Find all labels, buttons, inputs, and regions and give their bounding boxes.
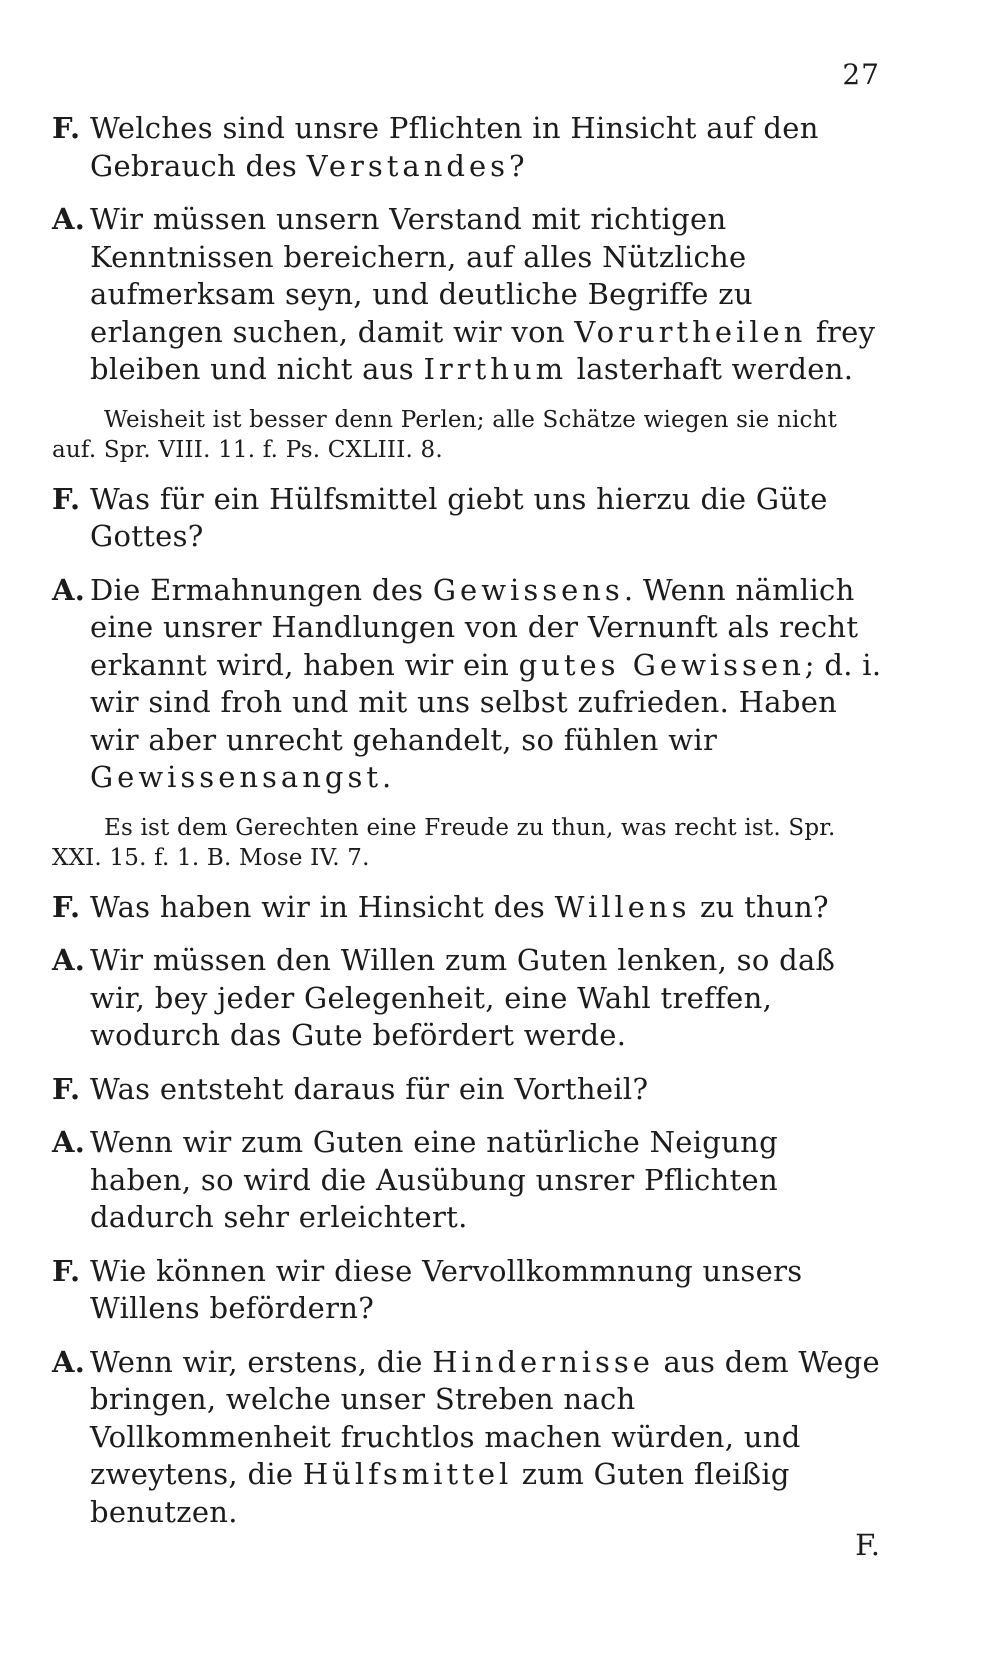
emphasis-vorurtheilen: Vorurtheilen xyxy=(574,314,807,349)
question-text: Was entsteht daraus für ein Vortheil? xyxy=(90,1071,649,1106)
question-marker: F. xyxy=(52,1071,81,1106)
answer-text: lasterhaft werden. xyxy=(567,352,854,386)
emphasis-gewissens: Gewissens xyxy=(432,572,624,607)
answer-text: . Wenn nämlich eine unsrer Handlungen von der Vernunft als recht erkannt wird, haben wir ein xyxy=(90,572,859,682)
answer-text: frey bleiben und nicht aus xyxy=(90,314,876,386)
scripture-note-gerechten: Es ist dem Gerechten eine Freude zu thun, was recht ist. Spr. XXI. 15. f. 1. B. Mose IV. 7. xyxy=(52,814,836,871)
answer-text: zum Guten fleißig benutzen. xyxy=(90,1457,790,1529)
answer-text: Die Ermahnungen des xyxy=(90,572,433,607)
answer-marker: A. xyxy=(52,1344,86,1379)
question-text: zu thun? xyxy=(690,889,829,924)
answer-text: Wenn wir zum Guten eine natürliche Neigung haben, so wird die Ausübung unsrer Pflichten dadurch sehr erleichtert. xyxy=(90,1125,778,1234)
question-text: Welches sind unsre Pflichten in Hinsicht auf den Gebrauch des xyxy=(90,111,819,183)
emphasis-gewissensangst: Gewissensangst xyxy=(90,760,382,794)
question-huelfsmittel xyxy=(52,481,882,556)
page-number: 27 xyxy=(842,58,880,91)
question-vortheil xyxy=(52,1071,882,1109)
emphasis-hindernisse: Hindernisse xyxy=(432,1344,654,1379)
answer-marker: A. xyxy=(52,943,86,977)
emphasis-irrthum: Irrthum xyxy=(423,352,568,386)
question-marker: F. xyxy=(52,481,81,516)
question-vervollkommnung xyxy=(52,1253,882,1328)
emphasis-verstandes: Verstandes xyxy=(306,148,510,183)
question-text: Was für ein Hülfsmittel giebt uns hierzu die Güte Gottes? xyxy=(90,481,828,553)
answer-willen xyxy=(52,942,882,1055)
scripture-note-weisheit: Weisheit ist besser denn Perlen; alle Schätze wiegen sie nicht auf. Spr. VIII. 11. f. Ps. CXLIII. 8. xyxy=(52,406,838,463)
catchword: F. xyxy=(855,1528,880,1562)
question-marker: F. xyxy=(52,111,81,145)
answer-marker: A. xyxy=(52,1125,86,1159)
answer-text: . xyxy=(381,760,392,794)
question-marker: F. xyxy=(52,1253,81,1288)
answer-neigung xyxy=(52,1124,882,1237)
emphasis-willens: Willens xyxy=(554,889,691,924)
question-text: Was haben wir in Hinsicht des xyxy=(90,889,555,924)
answer-marker: A. xyxy=(52,572,86,607)
answer-hindernisse xyxy=(52,1344,882,1532)
answer-text: Wir müssen den Willen zum Guten lenken, so daß wir, bey jeder Gelegenheit, eine Wahl treffen, wodurch das Gute befördert werde. xyxy=(90,943,836,1052)
answer-text: Wenn wir, erstens, die xyxy=(90,1344,433,1379)
question-verstand xyxy=(52,110,882,185)
answer-text: aus dem Wege bringen, welche unser Streben nach Vollkommenheit fruchtlos machen würden, und zweytens, die xyxy=(90,1344,880,1491)
answer-marker: A. xyxy=(52,202,86,236)
emphasis-huelfsmittel: Hülfsmittel xyxy=(302,1457,513,1491)
answer-verstand xyxy=(52,201,882,389)
answer-text: Wir müssen unsern Verstand mit richtigen Kenntnissen bereichern, auf alles Nützliche aufmerksam seyn, und deutliche Begriffe zu erlangen suchen, damit wir von xyxy=(90,202,753,349)
question-text: ? xyxy=(509,148,525,183)
answer-text: ; d. i. wir sind froh und mit uns selbst zufrieden. Haben wir aber unrecht gehandelt, so fühlen wir xyxy=(90,647,882,757)
page-body xyxy=(52,110,882,1547)
emphasis-gutes-gewissen: gutes Gewissen xyxy=(518,647,805,682)
answer-gewissen xyxy=(52,572,882,797)
question-text: Wie können wir diese Vervollkommnung unsers Willens befördern? xyxy=(90,1253,803,1325)
question-marker: F. xyxy=(52,889,81,924)
question-willens xyxy=(52,889,882,927)
